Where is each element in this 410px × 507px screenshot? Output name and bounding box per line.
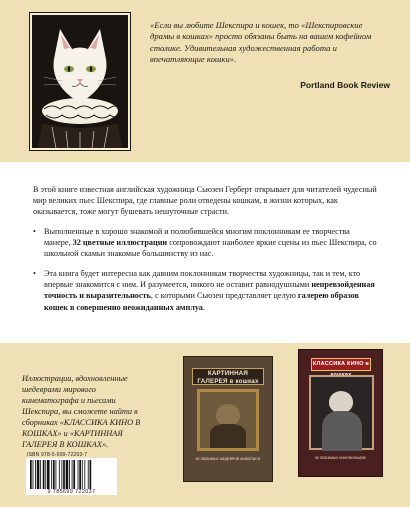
bullet-highlight: 32 цветные иллюстрации	[72, 238, 168, 248]
related-books-note: Иллюстрации, вдохновленные шедеврами мирового кинематографа и пьесами Шекспира, вы сможете найти в сборниках «КЛАССИКА КИНО В КОШКАХ» и «КАРТИННАЯ ГАЛЕРЕЯ В КОШКАХ».	[22, 374, 141, 449]
barcode-bar	[45, 460, 46, 490]
barcode-bar	[90, 460, 92, 490]
intro-paragraph: В этой книге известная английская художница Сьюзен Герберт открывает для читателей чудесный мир великих пьес Шекспира, где главные роли отведены кошкам, в жизни которых, как оказывается, тоже могут бушевать нешуточные страсти.	[33, 185, 377, 217]
barcode-bar	[69, 460, 70, 490]
barcode-bar	[73, 460, 75, 490]
feature-bullet-audience	[33, 268, 378, 313]
barcode-bar	[33, 460, 34, 490]
barcode-bar	[59, 460, 60, 490]
review-source: Portland Book Review	[300, 80, 390, 90]
barcode-bar	[78, 460, 79, 490]
cat-head-shape	[329, 391, 353, 413]
bullet-marker: •	[33, 269, 36, 278]
barcode-bar	[82, 460, 83, 490]
barcode-bar	[79, 460, 81, 490]
cat-shakespeare-portrait	[30, 13, 130, 150]
cat-head-shape	[216, 404, 240, 426]
barcode-bar	[72, 460, 73, 490]
bullet-text: , с которыми Сьюзен представляет целую	[150, 291, 298, 301]
barcode-bar	[84, 460, 85, 490]
bullet-text: .	[202, 302, 205, 312]
barcode-bar	[53, 460, 55, 490]
bullet-text: Выполненные в хорошо знакомой и полюбившейся многим поклонникам ее творчества манере,	[44, 227, 350, 248]
barcode-bar	[51, 460, 52, 490]
barcode-bar	[63, 460, 65, 490]
bullet-text: Эта книга будет интересна как давним поклонникам творчества художницы, так и тем, кто впервые знакомится с ним. И разумеется, никого не оставит равнодушными	[44, 269, 361, 290]
cat-body-shape	[322, 411, 362, 451]
book-subtitle: 50 ЛЮБИМЫХ ШЕДЕВРОВ ЖИВОПИСИ	[195, 457, 261, 461]
book-title: КЛАССИКА КИНО в	[311, 358, 371, 371]
cat-body-shape	[210, 424, 246, 448]
related-book-cinema-cover	[298, 349, 383, 477]
barcode-bar	[56, 460, 57, 490]
barcode-bar	[61, 460, 62, 490]
book-cover-art	[309, 375, 374, 450]
isbn-label: ISBN 978-5-699-72203-7	[27, 452, 88, 458]
bullet-text: сопровождают наиболее яркие сцены из пьес Шекспира, со школьной скамьи знакомые большинству из нас.	[44, 238, 377, 259]
barcode-bar	[30, 460, 32, 490]
barcode-bar	[66, 460, 69, 490]
barcode-bar	[40, 460, 41, 490]
bullet-highlight: непревзойденная точность и выразительность	[44, 280, 375, 301]
book-cover-art	[197, 389, 259, 451]
barcode-bar	[43, 460, 45, 490]
barcode-bar	[37, 460, 40, 490]
feature-bullet-illustrations	[33, 226, 378, 260]
bullet-highlight: галерею образов кошек в совершенно неожиданных амплуа	[44, 291, 359, 312]
barcode-bar	[35, 460, 36, 490]
book-subtitle: 50 ЛЮБИМЫХ КИНОФИЛЬМОВ	[315, 456, 366, 460]
barcode-digits: 9 785699 722037	[26, 489, 117, 495]
bullet-marker: •	[33, 227, 36, 236]
barcode-bar	[47, 460, 50, 490]
related-book-gallery-cover	[183, 356, 273, 482]
book-title: КАРТИННАЯ ГАЛЕРЕЯ в кошках	[192, 368, 264, 385]
barcode-bar	[88, 460, 89, 490]
review-quote: «Если вы любите Шекспира и кошек, то «Шекспировские драмы в кошках» просто обязаны быть на вашем кофейном столике. Удивительная художественная работа и впечатляющие кошки».	[150, 20, 372, 65]
